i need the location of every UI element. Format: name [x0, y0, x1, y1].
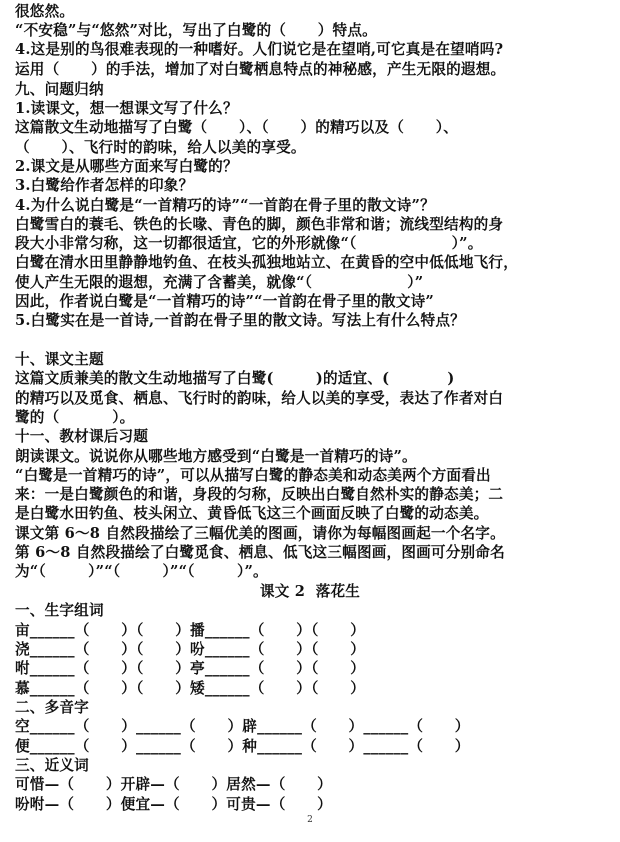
text-line: 朗读课文。说说你从哪些地方感受到“白鹭是一首精巧的诗”。	[15, 448, 417, 465]
text-line: 的精巧以及觅食、栖息、飞行时的韵味，给人以美的享受，表达了作者对白	[15, 390, 504, 407]
text-line: 段大小非常匀称，这一切都很适宜，它的外形就像“（ ）”。	[15, 235, 483, 252]
text-line: 使人产生无限的遐想，充满了含蓄美，就像“（ ）”	[15, 274, 424, 291]
section-heading: 二、多音字	[15, 699, 89, 716]
exercise-row: 空______（ ）______（ ）辟______（ ）______（ ）	[15, 718, 470, 735]
text-line: 是白鹭水田钓鱼、枝头闲立、黄昏低飞这三个画面反映了白鹭的动态美。	[15, 505, 489, 522]
page-number: 2	[307, 815, 313, 825]
exercise-row: 可惜—（ ）开辟—（ ）居然—（ ）	[15, 776, 332, 793]
question: 1.读课文，想一想课文写了什么？	[15, 100, 238, 117]
text-line: 很悠然。	[15, 3, 75, 20]
text-line: 第 6～8 自然段描绘了白鹭觅食、栖息、低飞这三幅图画，图画可分别命名	[15, 544, 505, 561]
text-line: 运用（ ）的手法，增加了对白鹭栖息特点的神秘感，产生无限的遐想。	[15, 61, 506, 78]
lesson-title: 课文 2 落花生	[259, 583, 361, 600]
text-line: 因此，作者说白鹭是“一首精巧的诗”“一首韵在骨子里的散文诗”	[15, 293, 435, 310]
text-line: 课文第 6～8 自然段描绘了三幅优美的图画，请你为每幅图画起一个名字。	[15, 525, 505, 542]
question: 4.为什么说白鹭是“一首精巧的诗”“一首韵在骨子里的散文诗”？	[15, 197, 435, 214]
text-line: “不安稳”与“悠然”对比，写出了白鹭的（ ）特点。	[15, 22, 377, 39]
text-line: 鹭的（ ）。	[15, 409, 135, 426]
text-line: 这篇散文生动地描写了白鹭（ ）、（ ）的精巧以及（ ）、	[15, 119, 458, 136]
text-line: “白鹭是一首精巧的诗”，可以从描写白鹭的静态美和动态美两个方面看出	[15, 467, 491, 484]
text-line: （ ）、飞行时的韵味，给人以美的享受。	[15, 139, 306, 156]
text-line: 来：一是白鹭颜色的和谐，身段的匀称，反映出白鹭自然朴实的静态美；二	[15, 486, 504, 503]
section-heading: 三、近义词	[15, 757, 89, 774]
exercise-row: 浇______（ ）（ ）吩______（ ）（ ）	[15, 641, 366, 658]
exercise-row: 亩______（ ）（ ）播______（ ）（ ）	[15, 622, 366, 639]
text-line: 白鹭在清水田里静静地钓鱼、在枝头孤独地站立、在黄昏的空中低低地飞行，	[15, 254, 518, 271]
exercise-row: 便______（ ）______（ ）种______（ ）______（ ）	[15, 738, 470, 755]
section-heading: 十、课文主题	[15, 351, 104, 368]
section-heading: 九、问题归纳	[15, 81, 104, 98]
exercise-row: 慕______（ ）（ ）矮______（ ）（ ）	[15, 680, 366, 697]
question: 2.课文是从哪些方面来写白鹭的？	[15, 158, 238, 175]
question: 5.白鹭实在是一首诗,一首韵在骨子里的散文诗。写法上有什么特点？	[15, 312, 465, 329]
text-line: 这篇文质兼美的散文生动地描写了白鹭( )的适宜、( )	[15, 370, 455, 387]
question: 3.白鹭给作者怎样的印象？	[15, 177, 194, 194]
text-line: 白鹭雪白的蓑毛、铁色的长喙、青色的脚，颜色非常和谐；流线型结构的身	[15, 216, 504, 233]
exercise-row: 咐______（ ）（ ）亭______（ ）（ ）	[15, 660, 366, 677]
section-heading: 十一、教材课后习题	[15, 428, 149, 445]
section-heading: 一、生字组词	[15, 602, 104, 619]
exercise-row: 吩咐—（ ）便宜—（ ）可贵—（ ）	[15, 796, 332, 813]
text-line: 为“（ ）”“（ ）”“（ ）”。	[15, 563, 268, 580]
text-line: 4.这是别的鸟很难表现的一种嗜好。人们说它是在望哨,可它真是在望哨吗?	[15, 41, 504, 58]
